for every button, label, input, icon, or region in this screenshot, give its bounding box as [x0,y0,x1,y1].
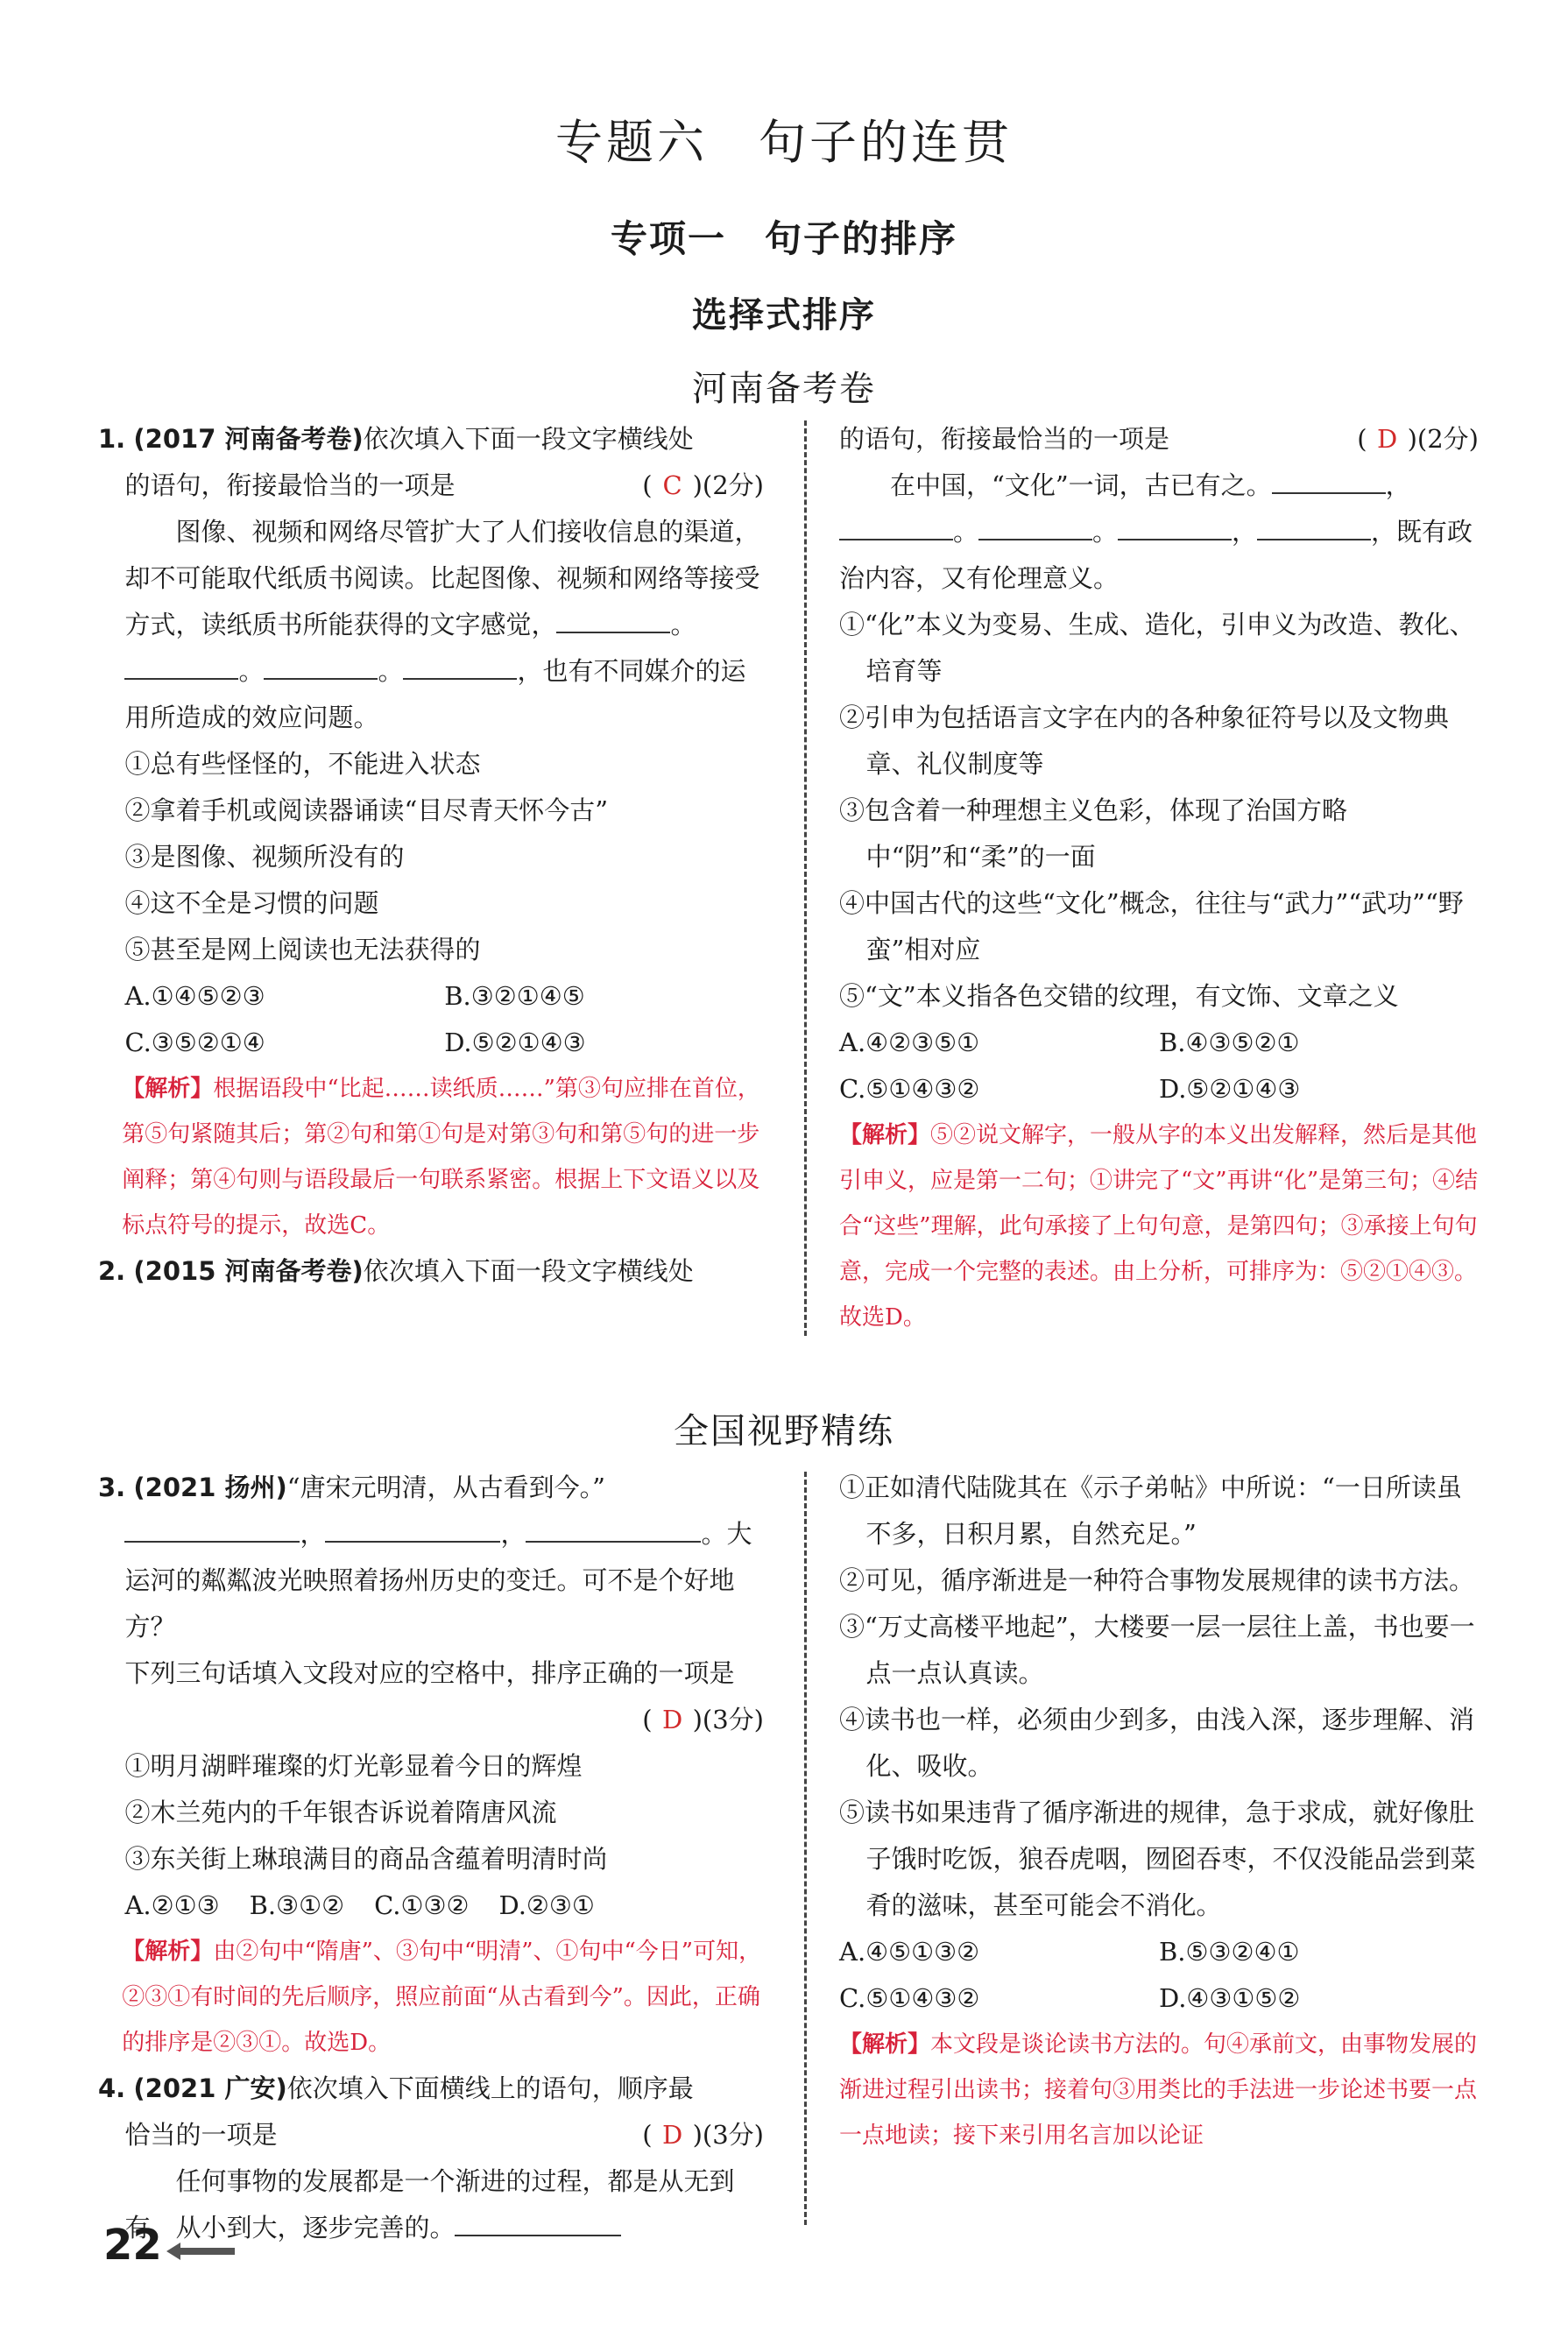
column-divider [804,420,807,1336]
list-item: ②可见，循序渐进是一种符合事物发展规律的读书方法。 [839,1565,1475,1595]
option-d: D.⑤②①④③ [1159,1074,1301,1104]
list-item: ④中国古代的这些“文化”概念，往往与“武力”“武功”“野蛮”相对应 [839,888,1464,964]
list-item: ④读书也一样，必须由少到多，由浅入深，逐步理解、消化、吸收。 [839,1705,1475,1781]
list-item: ①总有些怪怪的，不能进入状态 [124,749,481,779]
analysis: 【解析】本文段是谈论读书方法的。句④承前文，由事物发展的渐进过程引出读书；接着句③用类比的手法进一步论述书要一点一点地读；接下来引用名言加以论证 [839,2031,1478,2149]
list-item: ③是图像、视频所没有的 [124,842,405,872]
option-b: B.④③⑤②① [1159,1028,1300,1057]
option-d: D.⑤②①④③ [444,1028,586,1057]
question-4-continued [839,1465,1479,2158]
question-2: 的语句，衔接最恰当的一项是 ( D )(2分) 在中国，“文化”一词，古已有之。 ，。 。 ， ，既有政治内容，又有伦理意义。 ①“化”本义为变易、生成、造化，引申义为改造、教化、培育等 ②引申为包括语言文字在内的各种象征符号以及文物典章、礼仪制度等 ③包含着一种理想主义色彩，体现了治国方略中“阴”和“柔”的一面 ④中国古代的这些“文化”概念，往往与“武力”“武功”“野蛮”相对应 ⑤“文”本义指各色交错的纹理，有文饰、文章之义 A.④②③⑤① B.④③⑤②① C.⑤①④③② D.⑤②①④③ 【解析】⑤②说文解字，一般从字的本义出发解释，然后是其他引申义，应是第一二句；①讲完了“文”再讲“化”是第三句；④结合“这些”理解，此句承接了上句句意，是第四句；③承接上句句意，完成一个完整的表述。由上分析，可排序为：⑤②①④③。故选D。 [839,416,1479,1340]
question-4: 4. (2021 广安)依次填入下面横线上的语句，顺序最 [98,2073,694,2103]
list-item: ⑤读书如果违背了循序渐进的规律，急于求成，就好像肚子饿时吃饭，狼吞虎咽，囫囵吞枣，不仅没能品尝到菜肴的滋味，甚至可能会不消化。 [839,1798,1476,1920]
option-a: A.④②③⑤① [839,1028,980,1057]
section-title: 选择式排序 [692,295,876,336]
topic-title: 专题六 句子的连贯 [555,115,1013,170]
column-divider [804,1472,807,2225]
analysis: 【解析】根据语段中“比起……读纸质……”第③句应排在首位，第⑤句紧随其后；第②句和第①句是对第③句和第⑤句的进一步阐释；第④句则与语段最后一句联系紧密。根据上下文语义以及标点符号的提示，故选C。 [122,1076,760,1239]
answer-mark: C [662,470,682,500]
list-item: ⑤甚至是网上阅读也无法获得的 [124,935,481,964]
list-item: ②拿着手机或阅读器诵读“目尽青天怀今古” [124,795,609,825]
list-item: ①明月湖畔璀璨的灯光彰显着今日的辉煌 [124,1751,583,1781]
list-item: ①“化”本义为变易、生成、造化，引申义为改造、教化、培育等 [839,610,1475,686]
answer-mark: D [661,1705,683,1734]
option-c: C.①③② [374,1890,470,1920]
list-item: ②引申为包括语言文字在内的各种象征符号以及文物典章、礼仪制度等 [839,703,1450,779]
part-title-national: 全国视野精练 [674,1411,894,1452]
option-c: C.⑤①④③② [839,1074,980,1104]
question-source: (2021 广安) [133,2073,287,2103]
analysis: 【解析】⑤②说文解字，一般从字的本义出发解释，然后是其他引申义，应是第一二句；①讲完了“文”再讲“化”是第三句；④结合“这些”理解，此句承接了上句句意，是第四句；③承接上句句意，完成一个完整的表述。由上分析，可排序为：⑤②①④③。故选D。 [839,1122,1479,1331]
option-a: A.④⑤①③② [839,1937,980,1967]
arrow-left-icon [166,2241,237,2262]
option-a: A.②①③ [124,1890,220,1920]
option-d: D.④③①⑤② [1159,1983,1301,2013]
question-source: (2017 河南备考卷) [133,424,364,454]
option-c: C.③⑤②①④ [124,1028,265,1057]
question-source: (2015 河南备考卷) [133,1256,364,1286]
analysis: 【解析】由②句中“隋唐”、③句中“明清”、①句中“今日”可知，②③①有时间的先后顺序，照应前面“从古看到今”。因此，正确的排序是②③①。故选D。 [122,1939,762,2056]
list-item: ③包含着一种理想主义色彩，体现了治国方略中“阴”和“柔”的一面 [839,795,1348,872]
list-item: ③东关街上琳琅满目的商品含蕴着明清时尚 [124,1844,608,1874]
option-a: A.①④⑤②③ [124,981,265,1011]
option-b: B.⑤③②④① [1159,1937,1300,1967]
part-title-henan: 河南备考卷 [692,369,876,409]
option-b: B.③①② [249,1890,345,1920]
list-item: ③“万丈高楼平地起”，大楼要一层一层往上盖，书也要一点一点认真读。 [839,1612,1475,1688]
question-source: (2021 扬州) [133,1473,287,1502]
question-3: 3. (2021 扬州)“唐宋元明清，从古看到今。”， ， 。大运河的粼粼波光映照着扬州历史的变迁。可不是个好地方？ 下列三句话填入文段对应的空格中，排序正确的一项是 ( D )(3分) ①明月湖畔璀璨的灯光彰显着今日的辉煌 ②木兰苑内的千年银杏诉说着隋唐风流 ③东关街上琳琅满目的商品含蕴着明清时尚 A.②①③ B.③①② C.①③② D.②③① 【解析】由②句中“隋唐”、③句中“明清”、①句中“今日”可知，②③①有时间的先后顺序，照应前面“从古看到今”。因此，正确的排序是②③①。故选D。 4. (2021 广安)依次填入下面横线上的语句，顺序最 恰当的一项是 ( D )(3分) 任何事物的发展都是一个渐进的过程，都是从无到有，从小到大，逐步完善的。 [98,1473,764,2243]
list-item: ①正如清代陆陇其在《示子弟帖》中所说：“一日所读虽不多，日积月累，自然充足。” [839,1473,1462,1549]
list-item: ④这不全是习惯的问题 [124,888,379,918]
page-number: 22 [103,2221,162,2270]
list-item: ⑤“文”本义指各色交错的纹理，有文饰、文章之义 [839,981,1399,1011]
subtopic-title: 专项一 句子的排序 [610,217,957,260]
option-c: C.⑤①④③② [839,1983,980,2013]
answer-mark: D [661,2120,683,2150]
answer-mark: D [1376,424,1398,454]
option-b: B.③②①④⑤ [444,981,585,1011]
list-item: ②木兰苑内的千年银杏诉说着隋唐风流 [124,1798,557,1827]
option-d: D.②③① [498,1890,595,1920]
question-1: 1. (2017 河南备考卷)依次填入下面一段文字横线处 的语句，衔接最恰当的一项是 ( C )(2分) 图像、视频和网络尽管扩大了人们接收信息的渠道，却不可能取代纸质书阅读。比起图像、视频和网络等接受方式，读纸质书所能获得的文字感觉， 。。 。 ，也有不同媒介的运用所造成的效应问题。 ①总有些怪怪的，不能进入状态 ②拿着手机或阅读器诵读“目尽青天怀今古” ③是图像、视频所没有的 ④这不全是习惯的问题 ⑤甚至是网上阅读也无法获得的 A.①④⑤②③ B.③②①④⑤ C.③⑤②①④ D.⑤②①④③ 【解析】根据语段中“比起……读纸质……”第③句应排在首位，第⑤句紧随其后；第②句和第①句是对第③句和第⑤句的进一步阐释；第④句则与语段最后一句联系紧密。根据上下文语义以及标点符号的提示，故选C。 2. (2015 河南备考卷)依次填入下面一段文字横线处 [98,424,764,1286]
